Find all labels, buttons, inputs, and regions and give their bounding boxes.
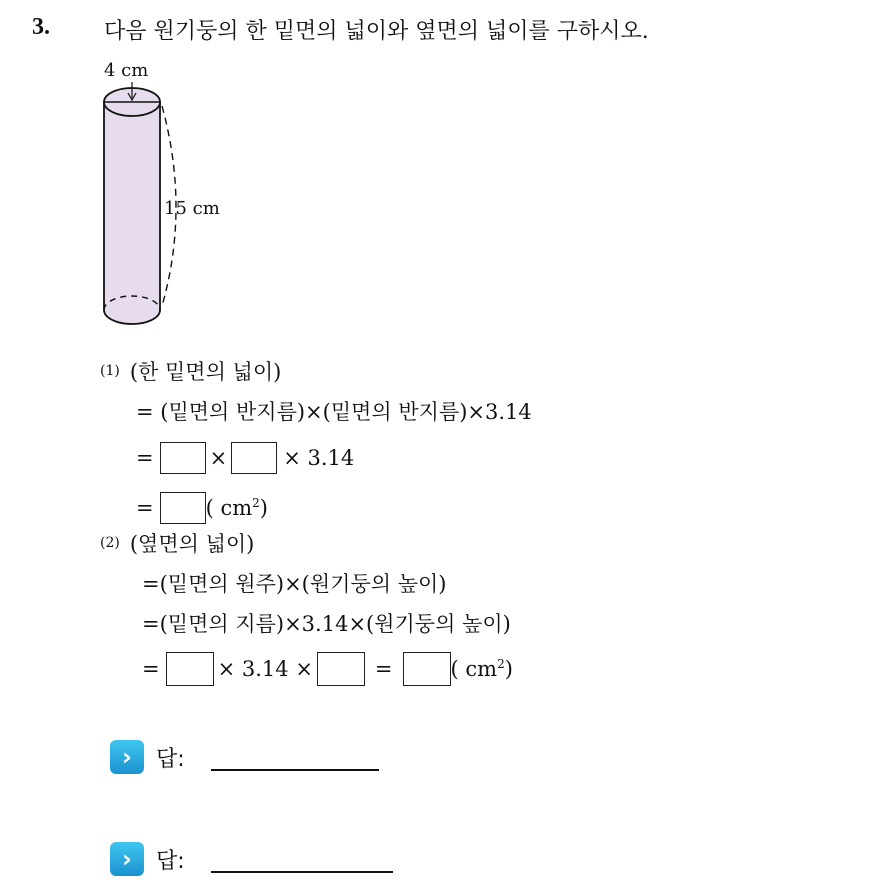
answer-box-height[interactable] [317,652,365,686]
answer-box-radius-1[interactable] [160,442,206,474]
part2-formula-text-2: =(밑면의 지름)×3.14×(원기둥의 높이) [142,612,511,636]
chevron-right-icon: › [110,740,144,774]
part1-title-row [100,356,281,386]
times-pi: × 3.14 [283,446,355,470]
part2-formula-2 [142,608,511,638]
part2-title-row [100,528,254,558]
unit: ( $cm^2$) [450,657,513,681]
part1-formula-text: = (밑면의 반지름)×(밑면의 반지름)×3.14 [136,400,532,424]
equals-sign: = [374,657,393,681]
part1-formula [136,396,532,426]
answer-label-1: 답: [156,746,185,772]
equals-sign: = [136,446,154,470]
question-number: 3. [32,14,50,40]
equals-sign: = [136,496,154,520]
part1-substitution [136,442,354,474]
times-sign: × [209,446,228,470]
part2-formula-text-1: =(밑면의 원주)×(원기둥의 높이) [142,572,447,596]
answer-box-base-area[interactable] [160,492,206,524]
height-label: 15 cm [164,198,220,219]
part1-number: (1) [100,363,120,379]
answer-label-2: 답: [156,848,185,874]
question-text: 다음 원기둥의 한 밑면의 넓이와 옆면의 넓이를 구하시오. [104,19,649,44]
answer-blank-2[interactable] [211,845,393,873]
answer-box-lateral-area[interactable] [403,652,451,686]
answer-box-radius-2[interactable] [231,442,277,474]
equals-sign: = [142,657,160,681]
part2-formula-1 [142,568,446,598]
part2-substitution [142,652,513,686]
answer-row-1 [110,740,379,774]
unit: ( $cm^2$) [205,496,268,520]
times-pi: × 3.14 × [217,657,313,681]
part1-result [136,492,268,524]
chevron-right-icon: › [110,842,144,876]
part2-number: (2) [100,535,120,551]
answer-blank-1[interactable] [211,743,379,771]
answer-row-2 [110,842,393,876]
answer-box-diameter[interactable] [166,652,214,686]
diameter-label: 4 cm [104,60,149,81]
part2-title: (옆면의 넓이) [129,532,255,556]
part1-title: (한 밑면의 넓이) [129,360,282,384]
